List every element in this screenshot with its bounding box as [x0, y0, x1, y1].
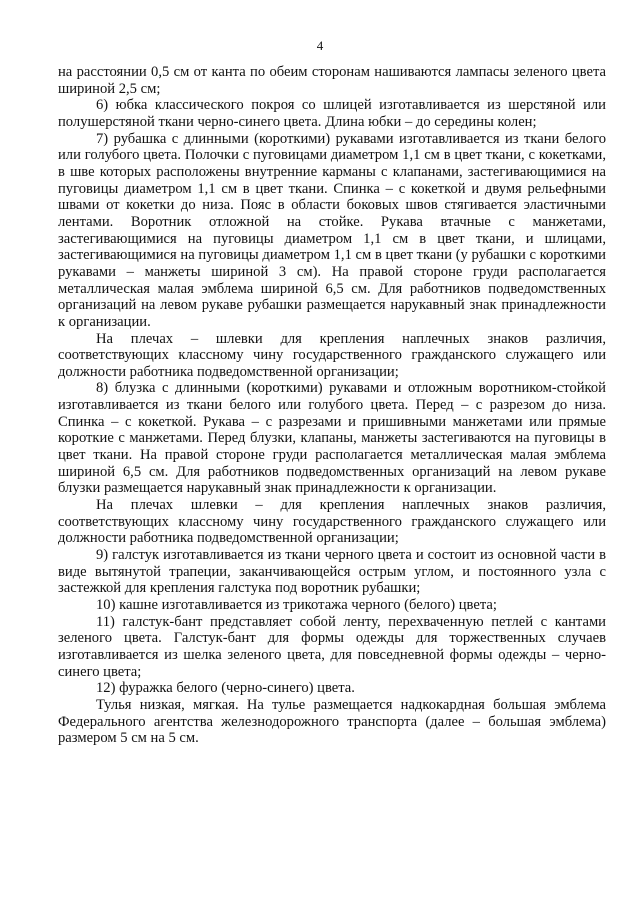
paragraph-shirt-shoulders: На плечах – шлевки для крепления наплечных знаков различия, соответствующих классному чину государственного гражданского служащего или должности работника подведомственной организации; — [58, 330, 606, 380]
paragraph-cap-crown: Тулья низкая, мягкая. На тулье размещается надкокардная большая эмблема Федерального агентства железнодорожного транспорта (далее – большая эмблема) размером 5 см на 5 см. — [58, 696, 606, 747]
paragraph-item-8-blouse: 8) блузка с длинными (короткими) рукавами и отложным воротником-стойкой изготавливается из ткани белого или голубого цвета. Перед – с разрезом до низа. Спинка – с кокеткой. Рукава – с разрезами и пришивными манжетами или прямые короткие с манжетами. Перед блузки, клапаны, манжеты застегиваются на пуговицы в цвет ткани. На правой стороне груди располагается металлическая малая эмблема шириной 6,5 см. Для работников подведомственных организаций на левом рукаве блузки размещается нарукавный знак принадлежности к организации. — [58, 380, 606, 497]
document-body — [58, 64, 606, 747]
paragraph-item-11-bow-tie: 11) галстук-бант представляет собой ленту, перехваченную петлей с кантами зеленого цвета. Галстук-бант для формы одежды для торжественных случаев изготавливается из шелка зеленого цвета, для повседневной формы одежды – черно-синего цвета; — [58, 613, 606, 680]
paragraph-item-9-tie: 9) галстук изготавливается из ткани черного цвета и состоит из основной части в виде вытянутой трапеции, заканчивающейся острым углом, и постоянного узла с застежкой для крепления галстука под воротник рубашки; — [58, 547, 606, 597]
paragraph-item-6-skirt: 6) юбка классического покроя со шлицей изготавливается из шерстяной или полушерстяной ткани черно-синего цвета. Длина юбки – до середины колен; — [58, 97, 606, 130]
paragraph-item-7-shirt: 7) рубашка с длинными (короткими) рукавами изготавливается из ткани белого или голубого цвета. Полочки с пуговицами диаметром 1,1 см в цвет ткани, с кокетками, в шве которых расположены внутренние карманы с клапанами, застегивающимися на пуговицы диаметром 1,1 см в цвет ткани. Спинка – с кокеткой и двумя рельефными швами от кокетки до низа. Пояс в области боковых швов стягивается эластичными лентами. Воротник отложной на стойке. Рукава втачные с манжетами, застегивающимися на пуговицы диаметром 1,1 см в цвет ткани, и шлицами, застегивающимися на пуговицы диаметром 1,1 см в цвет ткани (у рубашки с короткими рукавами – манжеты шириной 3 см). На правой стороне груди располагается металлическая малая эмблема шириной 6,5 см. Для работников подведомственных организаций на левом рукаве рубашки размещается нарукавный знак принадлежности к организации. — [58, 130, 606, 330]
paragraph-item-10-scarf: 10) кашне изготавливается из трикотажа черного (белого) цвета; — [96, 597, 497, 613]
paragraph-blouse-shoulders: На плечах шлевки – для крепления наплечных знаков различия, соответствующих классному чину государственного гражданского служащего или должности работника подведомственной организации; — [58, 497, 606, 547]
paragraph-item-12-cap: 12) фуражка белого (черно-синего) цвета. — [96, 680, 355, 697]
page-number: 4 — [316, 38, 324, 53]
paragraph-continuation: на расстоянии 0,5 см от канта по обеим сторонам нашиваются лампасы зеленого цвета шириной 2,5 см; — [58, 64, 606, 97]
